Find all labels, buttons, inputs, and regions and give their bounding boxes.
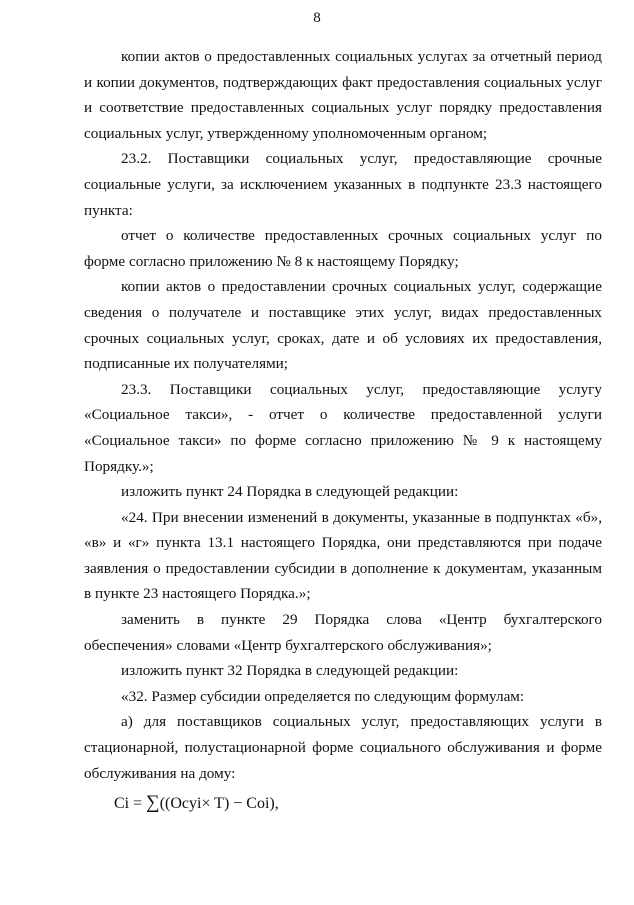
paragraph-10: «32. Размер субсидии определяется по следующим формулам: <box>121 687 525 705</box>
paragraph-3: отчет о количестве предоставленных срочных социальных услуг по форме согласно приложению № 8 к настоящему Порядку; <box>84 227 602 270</box>
sum-symbol: ∑ <box>146 792 160 814</box>
formula-left: Ci = <box>114 795 143 813</box>
formula-body: ((Оcyi× T) − Coi), <box>159 795 279 813</box>
paragraph-6: изложить пункт 24 Порядка в следующей редакции: <box>121 483 459 501</box>
paragraph-9: изложить пункт 32 Порядка в следующей редакции: <box>121 662 459 680</box>
paragraph-7: «24. При внесении изменений в документы, указанные в подпунктах «б», «в» и «г» пункта 13.1 настоящего Порядка, они представляются при подаче заявления о предоставлении субсидии в дополнение к документам, указанным в пункте 23 настоящего Порядка.»; <box>84 508 602 603</box>
paragraph-1: копии актов о предоставленных социальных услугах за отчетный период и копии документов, подтверждающих факт предоставления социальных услуг и соответствие предоставленных социальных услуг порядку предоставления социальных услуг, утвержденному уполномоченным органом; <box>84 48 602 142</box>
paragraph-4: копии актов о предоставлении срочных социальных услуг, содержащие сведения о получателе и поставщике этих услуг, видах предоставленных срочных социальных услуг, сроках, дате и об условиях их предоставления, подписанные их получателями; <box>84 278 602 373</box>
paragraph-11: а) для поставщиков социальных услуг, предоставляющих услуги в стационарной, полустационарной форме социального обслуживания и форме обслуживания на дому: <box>84 713 602 782</box>
paragraph-8: заменить в пункте 29 Порядка слова «Центр бухгалтерского обеспечения» словами «Центр бухгалтерского обслуживания»; <box>84 611 602 654</box>
paragraph-2: 23.2. Поставщики социальных услуг, предоставляющие срочные социальные услуги, за исключением указанных в подпункте 23.3 настоящего пункта: <box>84 150 602 219</box>
subsidy-formula <box>84 790 602 817</box>
document-body <box>84 44 602 817</box>
paragraph-5: 23.3. Поставщики социальных услуг, предоставляющие услугу «Социальное такси», - отчет о количестве предоставленной услуги «Социальное такси» по форме согласно приложению № 9 к настоящему Порядку.»; <box>84 380 602 475</box>
page-number: 8 <box>313 10 321 26</box>
